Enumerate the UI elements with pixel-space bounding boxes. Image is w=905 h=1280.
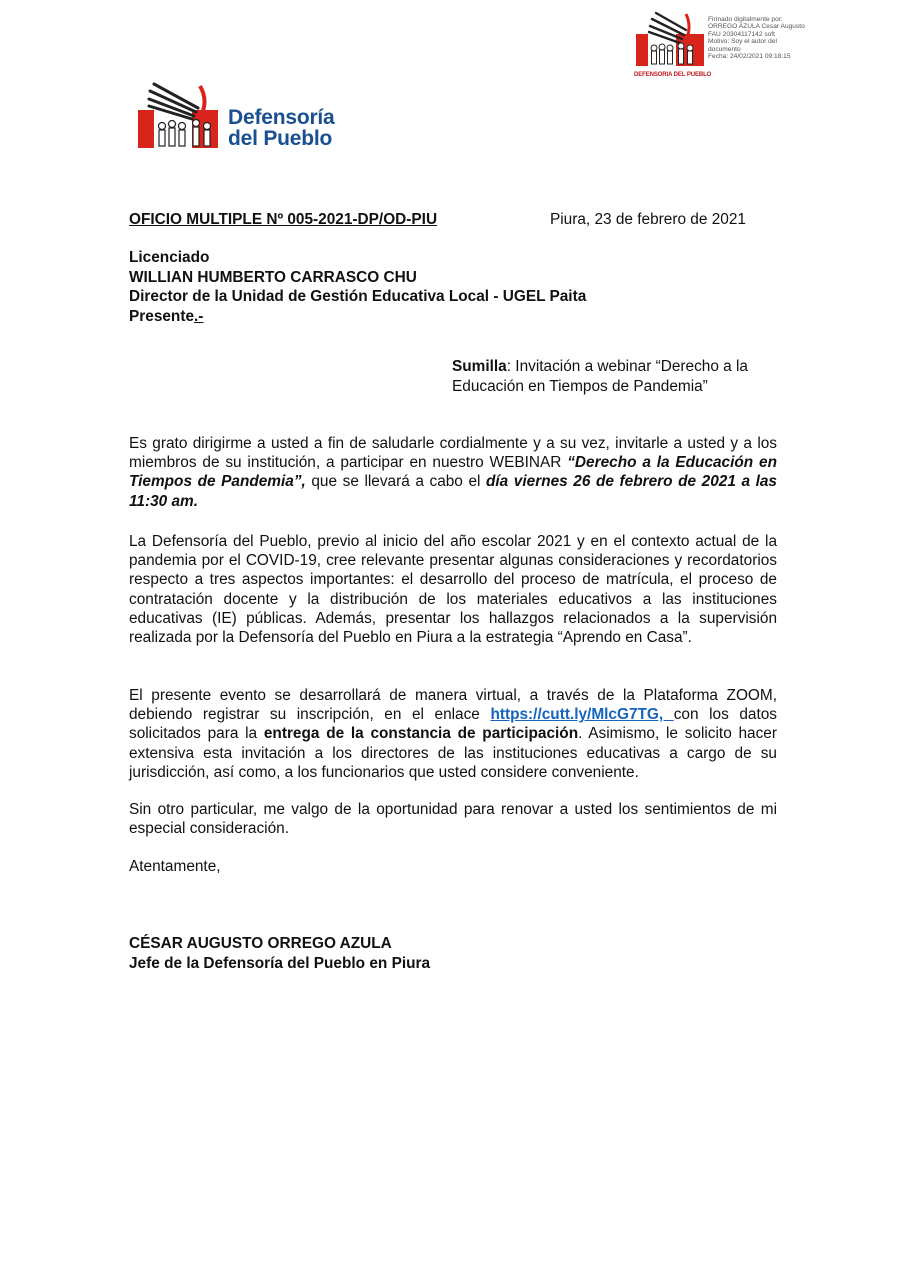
sumilla-label: Sumilla (452, 358, 507, 375)
webinar-title: “Derecho a la Educación en Tiempos de Pandemia”, (129, 454, 777, 491)
logo-line: Defensoría (228, 106, 335, 129)
addressee-title: Licenciado (129, 249, 210, 266)
signature-details (708, 16, 898, 60)
addressee-name: WILLIAN HUMBERTO CARRASCO CHU (129, 268, 417, 286)
text-run: que se llevará a cabo el (305, 473, 486, 491)
text-run: con los datos solicitados para la (129, 706, 778, 743)
event-datetime: día viernes 26 de febrero de 2021 a las 11:30 am. (129, 473, 777, 510)
signer-name: CÉSAR AUGUSTO ORREGO AZULA (129, 935, 392, 952)
presente-text: Presente (129, 307, 195, 325)
defensoria-seal-icon (634, 8, 712, 80)
paragraph-invitation (129, 434, 777, 511)
defensoria-emblem-icon (136, 80, 220, 150)
signer-title: Jefe de la Defensoría del Pueblo en Piura (129, 955, 431, 972)
paragraph-registration (129, 686, 777, 782)
sumilla (452, 357, 772, 397)
text-run: . Asimismo, le solicito hacer extensiva esta invitación a los directores de las instituciones educativas a cargo de su jurisdicción, así como, a los funcionarios que usted considere conveniente. (129, 725, 777, 781)
certificate-text: entrega de la constancia de participación (263, 725, 579, 743)
sumilla-text: : Invitación a webinar “Derecho a la Educación en Tiempos de Pandemia” (452, 358, 748, 395)
paragraph-context: La Defensoría del Pueblo, previo al inicio del año escolar 2021 y en el contexto actual de la pandemia por el COVID-19, cree relevante presentar algunas consideraciones y recordatorios respecto a tres aspectos importantes: el desarrollo del proceso de matrícula, el proceso de contratación docente y la distribución de los materiales educativos a las instituciones educativas (IE) públicas. Además, presentar los hallazgos relacionados a la supervisión realizada por la Defensoría del Pueblo en Piura a la estrategia “Aprendo en Casa”. (129, 533, 777, 647)
signature-line: Fecha: 24/02/2021 09:18:15 (708, 53, 791, 61)
addressee-position: Director de la Unidad de Gestión Educativa Local - UGEL Paita (129, 288, 587, 305)
presente-suffix: .- (194, 307, 204, 325)
text-run: El presente evento se desarrollará de manera virtual, a través de la Plataforma ZOOM, debiendo registrar su inscripción, en el enlace (129, 687, 777, 724)
signature-line: Motivo: Soy el autor del (708, 38, 777, 46)
signature-line: ORREGO AZULA Cesar Augusto (708, 23, 805, 31)
addressee-presente (129, 307, 586, 327)
registration-link[interactable]: https://cutt.ly/MlcG7TG, (490, 706, 674, 724)
signer-block (129, 934, 430, 974)
closing: Atentamente, (129, 858, 221, 875)
logo-wordmark (228, 107, 335, 149)
seal-caption: DEFENSORIA DEL PUEBLO (634, 72, 712, 78)
digital-signature-stamp (634, 8, 894, 84)
signature-line: Firmado digitalmente por: (708, 16, 783, 23)
logo-line: del Pueblo (228, 127, 333, 150)
addressee-block (129, 248, 586, 326)
signature-line: FAU 20304117142 soft (708, 30, 775, 38)
text-run: Es grato dirigirme a usted a fin de saludarle cordialmente y a su vez, invitarle a usted y a los miembros de su institución, a participar en nuestro WEBINAR (129, 435, 777, 472)
paragraph-farewell: Sin otro particular, me valgo de la oportunidad para renovar a usted los sentimientos de mi especial consideración. (129, 801, 777, 838)
signature-line: documento (708, 45, 741, 53)
oficio-number: OFICIO MULTIPLE Nº 005-2021-DP/OD-PIU (129, 211, 438, 228)
defensoria-logo (136, 80, 356, 154)
place-and-date: Piura, 23 de febrero de 2021 (550, 211, 746, 228)
